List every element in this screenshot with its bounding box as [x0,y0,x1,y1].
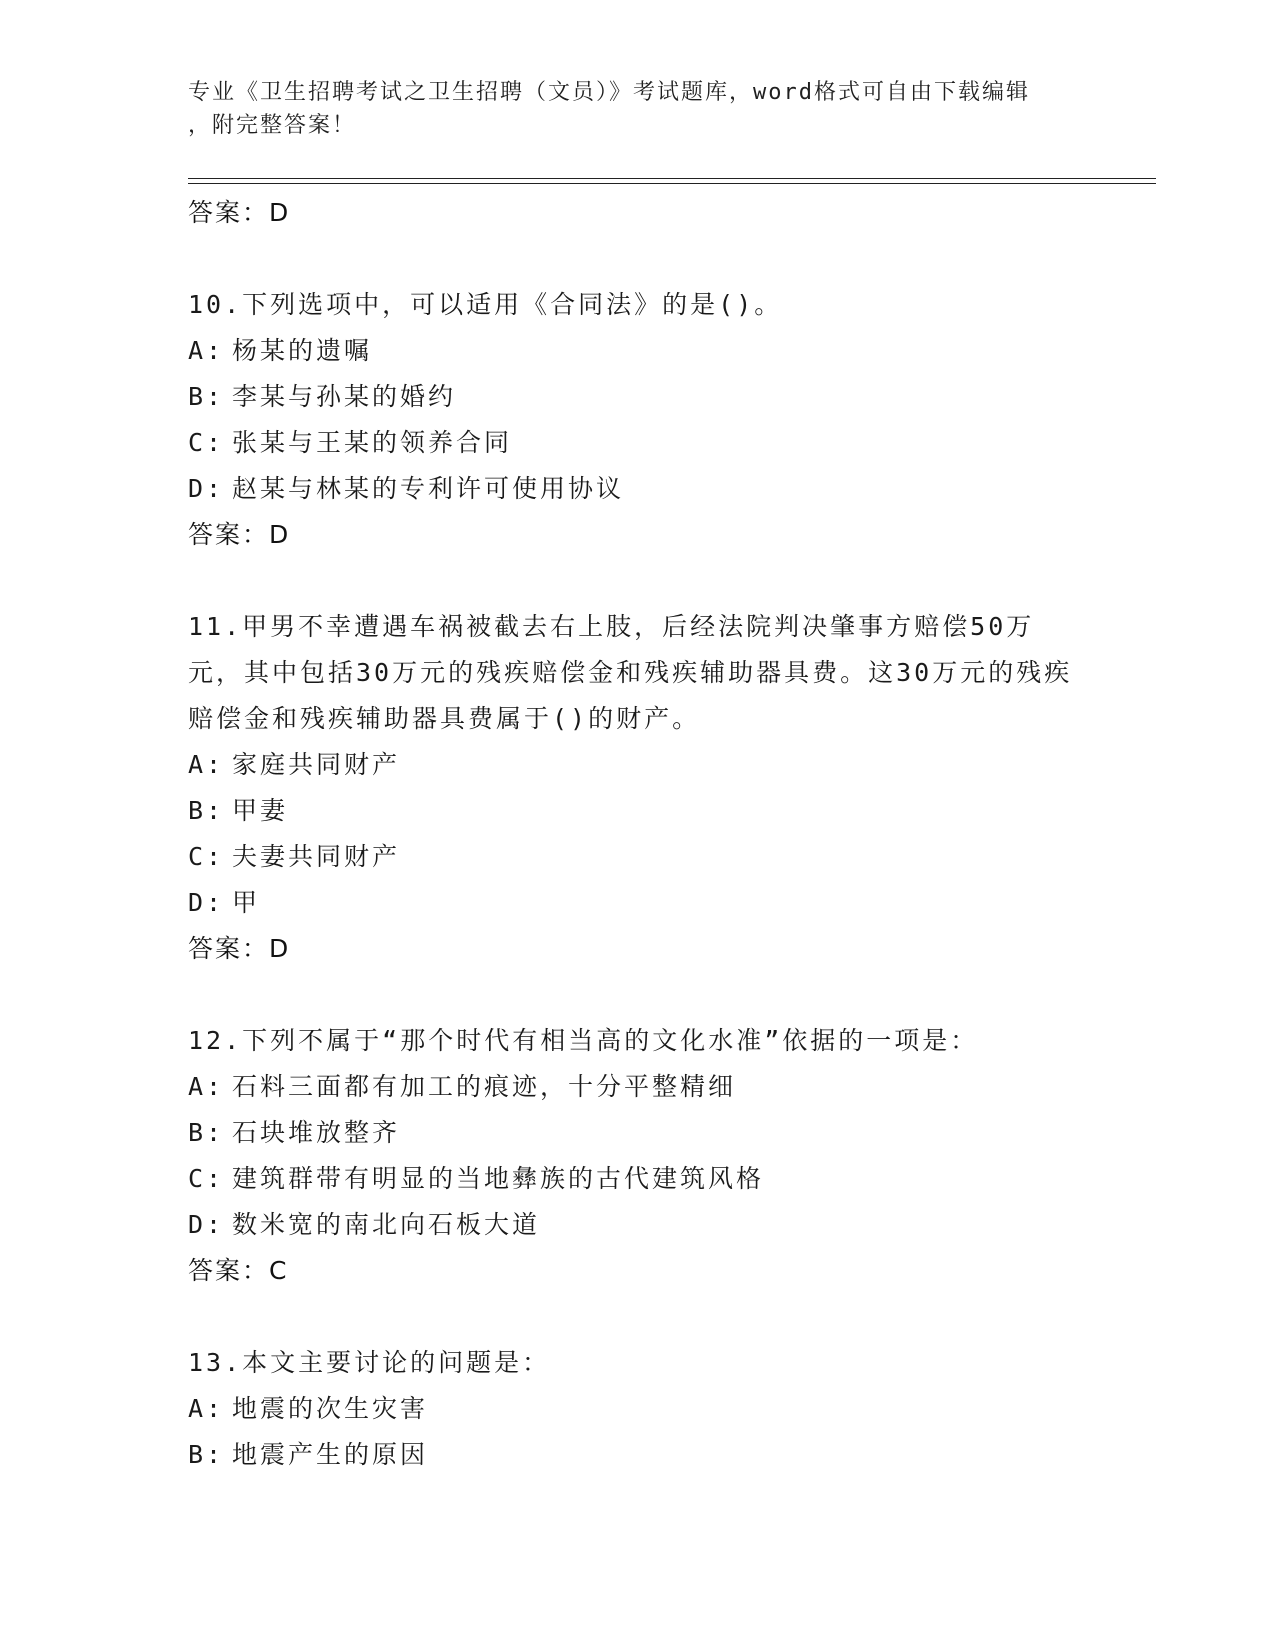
option-text: 地震的次生灾害 [232,1394,429,1423]
header-line-2: ，附完整答案！ [188,113,357,138]
option-b [188,1432,1088,1478]
option-text: 石料三面都有加工的痕迹，十分平整精细 [232,1072,737,1101]
option-text: 石块堆放整齐 [232,1118,401,1147]
spacer [188,236,1088,282]
header-line-1: 专业《卫生招聘考试之卫生招聘（文员）》考试题库，word格式可自由下载编辑 [188,80,1030,105]
option-d [188,880,1088,926]
option-label: C: [188,842,225,871]
question-text: 11.甲男不幸遭遇车祸被截去右上肢，后经法院判决肇事方赔偿50万元，其中包括30万元的残疾赔偿金和残疾辅助器具费。这30万元的残疾赔偿金和残疾辅助器具费属于()的财产。 [188,612,1073,733]
option-b [188,374,1088,420]
option-text: 数米宽的南北向石板大道 [232,1210,541,1239]
option-text: 地震产生的原因 [232,1440,429,1469]
option-text: 夫妻共同财产 [232,842,401,871]
option-c [188,834,1088,880]
option-label: A: [188,336,225,365]
option-a [188,1064,1088,1110]
header-divider-bottom [188,183,1156,184]
option-a [188,1386,1088,1432]
option-label: B: [188,1440,225,1469]
spacer [188,972,1088,1018]
question-text: 10.下列选项中，可以适用《合同法》的是()。 [188,290,783,319]
option-text: 甲 [232,888,261,917]
option-a [188,328,1088,374]
option-label: A: [188,1394,225,1423]
question-text: 12.下列不属于“那个时代有相当高的文化水准”依据的一项是： [188,1026,979,1055]
option-text: 家庭共同财产 [232,750,401,779]
option-label: C: [188,428,225,457]
option-a [188,742,1088,788]
option-label: B: [188,1118,225,1147]
option-label: A: [188,750,225,779]
option-label: D: [188,474,225,503]
question-content [188,190,1088,1478]
option-c [188,420,1088,466]
header-divider-top [188,178,1156,179]
spacer [188,558,1088,604]
question-block [188,1018,1088,1294]
option-text: 李某与孙某的婚约 [232,382,457,411]
option-text: 甲妻 [232,796,289,825]
option-text: 杨某的遗嘱 [232,336,373,365]
option-label: C: [188,1164,225,1193]
option-label: A: [188,1072,225,1101]
answer-line: 答案：D [188,520,291,549]
question-block [188,1340,1088,1478]
option-label: B: [188,382,225,411]
page-header [188,76,1088,142]
answer-line: 答案：C [188,1256,289,1285]
option-label: D: [188,1210,225,1239]
option-label: D: [188,888,225,917]
option-c [188,1156,1088,1202]
option-d [188,1202,1088,1248]
answer-line: 答案：D [188,934,291,963]
question-text: 13.本文主要讨论的问题是： [188,1348,551,1377]
option-text: 建筑群带有明显的当地彝族的古代建筑风格 [232,1164,765,1193]
question-block [188,282,1088,558]
spacer [188,1294,1088,1340]
option-label: B: [188,796,225,825]
option-b [188,788,1088,834]
option-b [188,1110,1088,1156]
option-text: 赵某与林某的专利许可使用协议 [232,474,625,503]
option-d [188,466,1088,512]
answer-line: 答案：D [188,198,291,227]
option-text: 张某与王某的领养合同 [232,428,513,457]
question-block [188,604,1088,972]
